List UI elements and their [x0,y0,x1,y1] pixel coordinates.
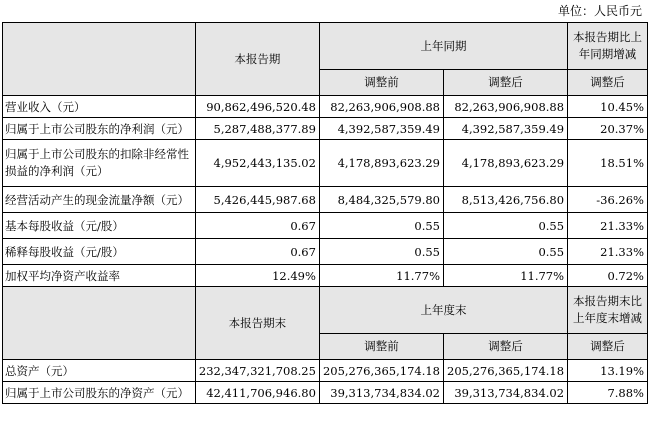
cell-current: 0.67 [195,239,319,265]
cell-before: 205,276,365,174.18 [319,360,443,382]
cell-after: 0.55 [444,213,568,239]
header-change-adjusted: 调整后 [568,70,648,96]
row-label: 经营活动产生的现金流量净额（元） [3,187,196,213]
cell-change: 18.51% [568,140,648,187]
row-label: 归属于上市公司股东的净资产（元） [3,382,196,404]
cell-current: 90,862,496,520.48 [195,96,319,118]
cell-after: 82,263,906,908.88 [444,96,568,118]
table-row [3,382,648,404]
cell-current: 4,952,443,135.02 [195,140,319,187]
cell-before: 0.55 [319,213,443,239]
cell-after: 0.55 [444,239,568,265]
cell-current: 5,426,445,987.68 [195,187,319,213]
header-current-period: 本报告期 [195,23,319,96]
cell-current: 5,287,488,377.89 [195,118,319,140]
cell-before: 39,313,734,834.02 [319,382,443,404]
cell-after: 205,276,365,174.18 [444,360,568,382]
table-row [3,187,648,213]
cell-change: 13.19% [568,360,648,382]
table-row [3,360,648,382]
header-period-change: 本报告期比上年同期增减 [568,23,648,70]
header-before-adjust: 调整前 [319,334,443,360]
header-change-adjusted: 调整后 [568,334,648,360]
cell-before: 8,484,325,579.80 [319,187,443,213]
table-row [3,96,648,118]
header-after-adjust: 调整后 [444,334,568,360]
cell-current: 12.49% [195,265,319,287]
cell-change: 20.37% [568,118,648,140]
unit-label: 单位：人民币元 [557,4,642,18]
header-end-change: 本报告期末比上年度末增减 [568,287,648,334]
cell-before: 4,178,893,623.29 [319,140,443,187]
cell-after: 4,392,587,359.49 [444,118,568,140]
row-label: 营业收入（元） [3,96,196,118]
table-row [3,213,648,239]
end-header-row-1 [3,287,648,334]
financial-summary-table [2,22,648,404]
table-row [3,239,648,265]
cell-current: 42,411,706,946.80 [195,382,319,404]
row-label: 归属于上市公司股东的净利润（元） [3,118,196,140]
cell-after: 4,178,893,623.29 [444,140,568,187]
header-before-adjust: 调整前 [319,70,443,96]
header-after-adjust: 调整后 [444,70,568,96]
cell-change: 7.88% [568,382,648,404]
table-row [3,118,648,140]
header-current-period-end: 本报告期末 [195,287,319,360]
cell-before: 82,263,906,908.88 [319,96,443,118]
cell-before: 0.55 [319,239,443,265]
cell-change: -36.26% [568,187,648,213]
cell-current: 232,347,321,708.25 [195,360,319,382]
row-label: 总资产（元） [3,360,196,382]
cell-change: 0.72% [568,265,648,287]
cell-before: 4,392,587,359.49 [319,118,443,140]
header-prior-year-end: 上年度末 [319,287,567,334]
cell-current: 0.67 [195,213,319,239]
row-label: 稀释每股收益（元/股） [3,239,196,265]
cell-change: 10.45% [568,96,648,118]
period-header-row-1 [3,23,648,70]
header-blank [3,23,196,96]
table-row [3,265,648,287]
cell-after: 8,513,426,756.80 [444,187,568,213]
table-row [3,140,648,187]
row-label: 基本每股收益（元/股） [3,213,196,239]
cell-after: 11.77% [444,265,568,287]
cell-after: 39,313,734,834.02 [444,382,568,404]
row-label: 归属于上市公司股东的扣除非经常性损益的净利润（元） [3,140,196,187]
cell-change: 21.33% [568,213,648,239]
cell-before: 11.77% [319,265,443,287]
row-label: 加权平均净资产收益率 [3,265,196,287]
header-blank [3,287,196,360]
header-prior-period: 上年同期 [319,23,567,70]
cell-change: 21.33% [568,239,648,265]
